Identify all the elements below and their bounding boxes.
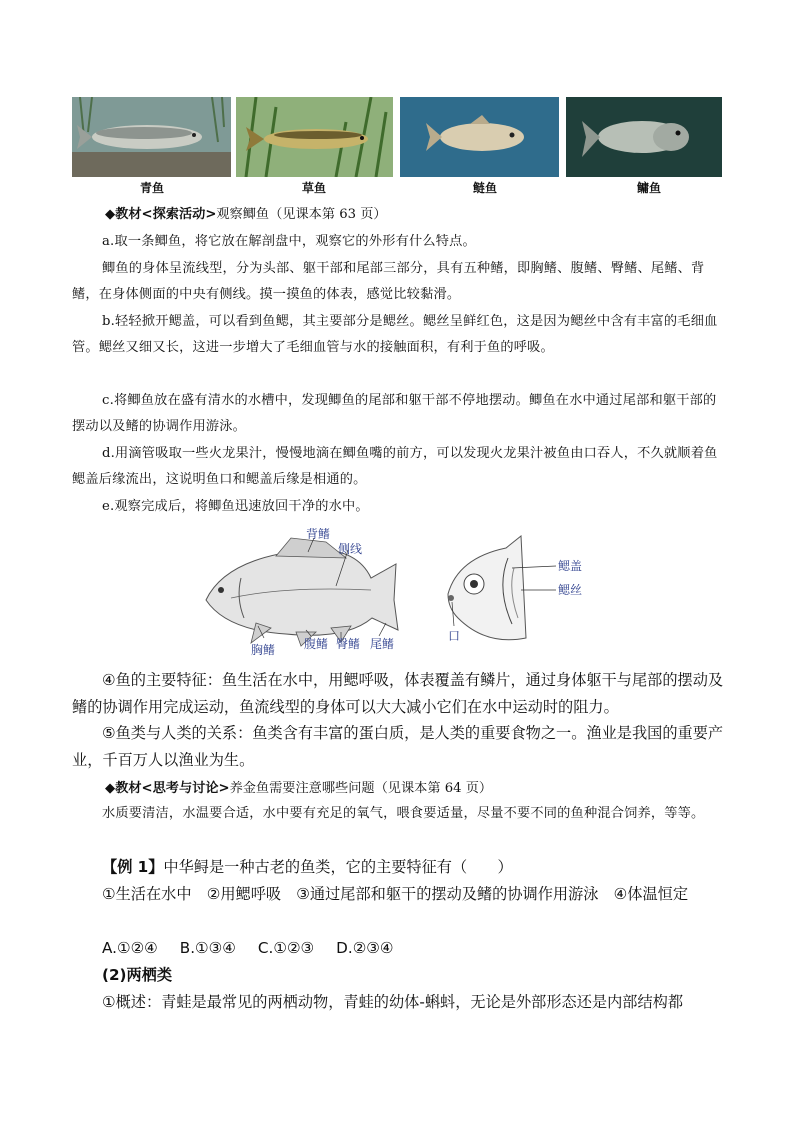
label-pectoral-fin: 胸鳍 bbox=[251, 643, 276, 656]
activity2-heading-text: 养金鱼需要注意哪些问题（见课本第 64 页） bbox=[229, 781, 493, 796]
label-operculum: 鳃盖 bbox=[558, 559, 583, 573]
amphibian-intro: ①概述：青蛙是最常见的两栖动物，青蛙的幼体-蝌蚪，无论是外部形态还是内部结构都 bbox=[102, 993, 684, 1011]
fish-head-drawing bbox=[448, 536, 526, 640]
activity2-answer: 水质要清洁，水温要合适，水中要有充足的氧气，喂食要适量，尽量不要不同的鱼种混合饲养，等等。 bbox=[102, 806, 705, 821]
step-b: b.轻轻掀开鳃盖，可以看到鱼鳃，其主要部分是鳃丝。鳃丝呈鲜红色，这是因为鳃丝中含有丰富的毛细血管。鳃丝又细又长，这进一步增大了毛细血管与水的接触面积，有利于鱼的呼吸。 bbox=[72, 314, 718, 355]
option-a: A.①②④ bbox=[102, 939, 158, 957]
step-c: c.将鲫鱼放在盛有清水的水槽中，发现鲫鱼的尾部和躯干部不停地摆动。鲫鱼在水中通过尾部和躯干部的摆动以及鳍的协调作用游泳。 bbox=[72, 393, 717, 434]
activity2-heading-marker: ◆教材<思考与讨论> bbox=[105, 781, 230, 796]
example1-tag: 【例 1】 bbox=[102, 858, 164, 876]
label-lateral-line: 侧线 bbox=[338, 542, 363, 556]
example1-question-text: 中华鲟是一种古老的鱼类，它的主要特征有（ ） bbox=[163, 858, 513, 876]
option-d: D.②③④ bbox=[336, 939, 394, 957]
step-a: a.取一条鲫鱼，将它放在解剖盘中，观察它的外形有什么特点。 bbox=[102, 234, 476, 249]
label-mouth: 口 bbox=[448, 629, 461, 643]
activity1-heading bbox=[105, 203, 705, 222]
label-anal-fin: 臀鳍 bbox=[336, 637, 361, 651]
example1-question bbox=[102, 854, 722, 881]
black-carp-photo bbox=[72, 97, 231, 177]
label-gill-filaments: 鳃丝 bbox=[558, 583, 583, 597]
step-d: d.用滴管吸取一些火龙果汁，慢慢地滴在鲫鱼嘴的前方，可以发现火龙果汁被鱼由口吞人，不久就顺着鱼鳃盖后缘流出，这说明鱼口和鳃盖后缘是相通的。 bbox=[72, 446, 718, 487]
option-b: B.①③④ bbox=[179, 939, 236, 957]
example1-statements: ①生活在水中 ②用鳃呼吸 ③通过尾部和躯干的摆动及鳍的协调作用游泳 ④体温恒定 bbox=[102, 885, 689, 903]
fish-human-relation: ⑤鱼类与人类的关系：鱼类含有丰富的蛋白质，是人类的重要食物之一。渔业是我国的重要产业，千百万人以渔业为生。 bbox=[72, 724, 724, 769]
grass-carp-photo bbox=[236, 97, 393, 177]
activity2-heading bbox=[105, 777, 705, 796]
label-dorsal-fin: 背鳍 bbox=[306, 528, 331, 541]
example1-options bbox=[102, 935, 502, 962]
label-pelvic-fin: 腹鳍 bbox=[304, 637, 329, 651]
label-caudal-fin: 尾鳍 bbox=[370, 637, 395, 651]
fish-anatomy-diagram bbox=[196, 528, 616, 656]
photo-caption-2: 草鱼 bbox=[301, 181, 326, 195]
activity1-heading-text: 观察鲫鱼（见课本第 63 页） bbox=[216, 207, 387, 222]
amphibian-heading: (2)两栖类 bbox=[102, 966, 173, 984]
step-a-detail: 鲫鱼的身体呈流线型，分为头部、躯干部和尾部三部分，具有五种鳍，即胸鳍、腹鳍、臀鳍、尾鳍、背鳍，在身体侧面的中央有侧线。摸一摸鱼的体表，感觉比较黏滑。 bbox=[72, 261, 705, 302]
bighead-carp-photo bbox=[566, 97, 722, 177]
step-e: e.观察完成后，将鲫鱼迅速放回干净的水中。 bbox=[102, 499, 369, 514]
silver-carp-photo bbox=[400, 97, 559, 177]
fish-features: ④鱼的主要特征：鱼生活在水中，用鳃呼吸，体表覆盖有鳞片，通过身体躯干与尾部的摆动及鳍的协调作用完成运动，鱼流线型的身体可以大大减小它们在水中运动时的阻力。 bbox=[72, 671, 724, 716]
photo-caption-1: 青鱼 bbox=[139, 181, 164, 195]
photo-caption-3: 鲢鱼 bbox=[472, 181, 497, 195]
activity1-heading-marker: ◆教材<探索活动> bbox=[105, 207, 217, 222]
photo-caption-4: 鳙鱼 bbox=[636, 181, 661, 195]
carp-body-drawing bbox=[206, 538, 398, 646]
option-c: C.①②③ bbox=[257, 939, 315, 957]
fish-photo-row bbox=[72, 97, 722, 197]
